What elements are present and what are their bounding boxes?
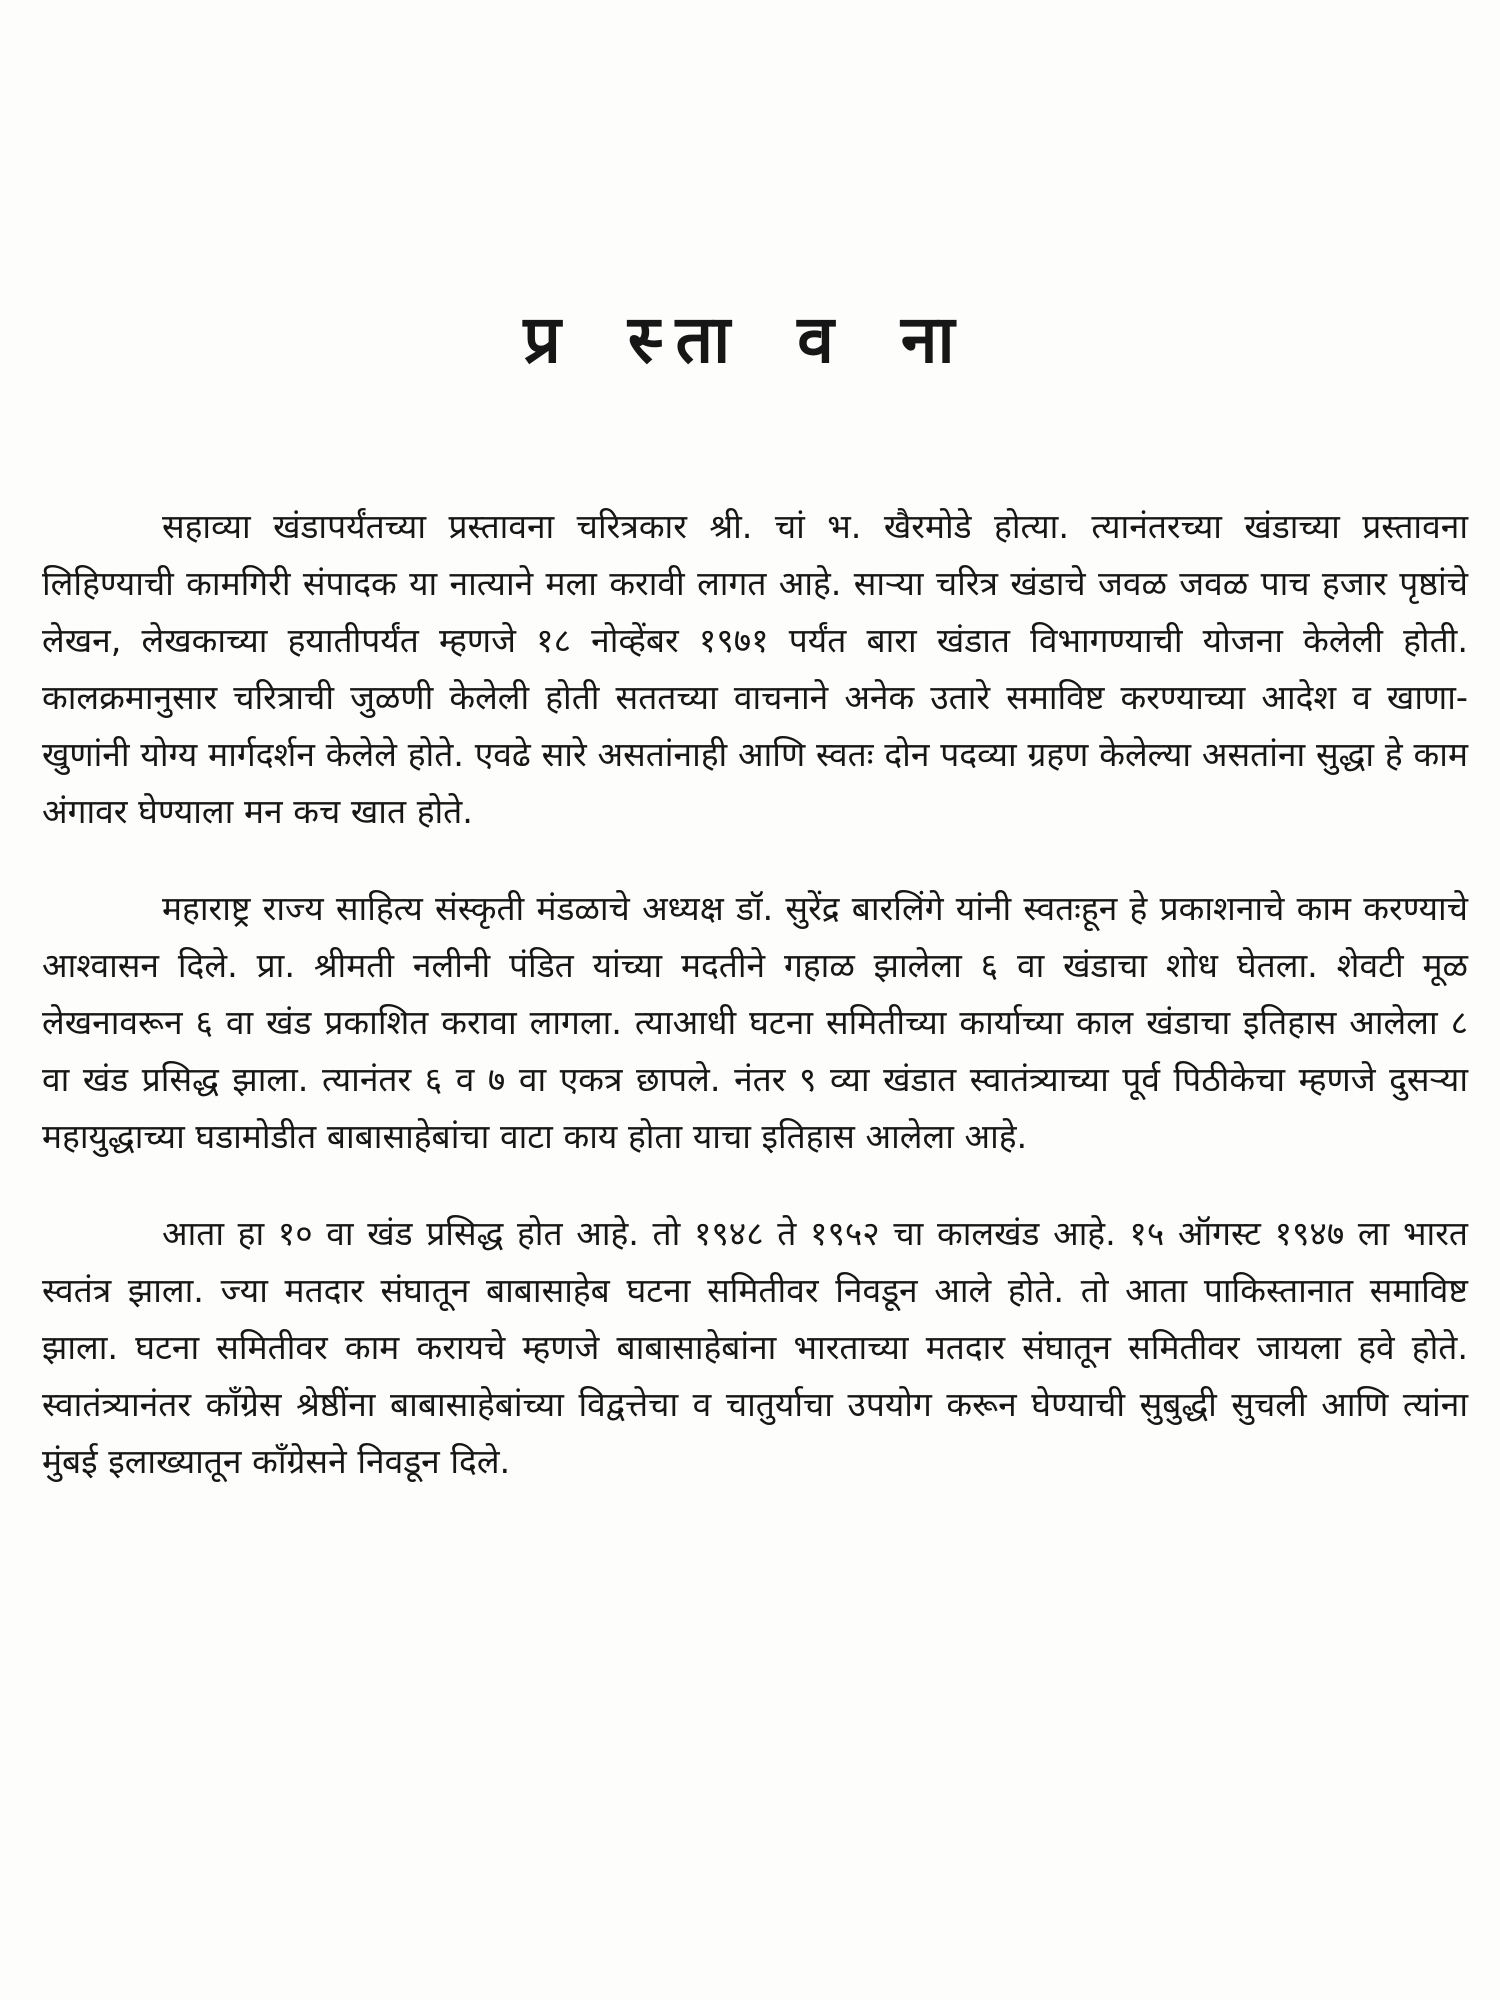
page-title: प्र स्ता व ना [523, 301, 977, 378]
paragraph-1: सहाव्या खंडापर्यंतच्या प्रस्तावना चरित्रकार श्री. चां भ. खैरमोडे होत्या. त्यानंतरच्या खंडाच्या प्रस्तावना लिहिण्याची कामगिरी संपादक या नात्याने मला करावी लागत आहे. साऱ्या चरित्र खंडाचे जवळ जवळ पाच हजार पृष्ठांचे लेखन, लेखकाच्या हयातीपर्यंत म्हणजे १८ नोव्हेंबर १९७१ पर्यंत बारा खंडात विभागण्याची योजना केलेली होती. कालक्रमानुसार चरित्राची जुळणी केलेली होती सततच्या वाचनाने अनेक उतारे समाविष्ट करण्याच्या आदेश व खाणा-खुणांनी योग्य मार्गदर्शन केलेले होते. एवढे सारे असतांनाही आणि स्वतः दोन पदव्या ग्रहण केलेल्या असतांना सुद्धा हे काम अंगावर घेण्याला मन कच खात होते. [42, 507, 1468, 831]
paragraph-3: आता हा १० वा खंड प्रसिद्ध होत आहे. तो १९४८ ते १९५२ चा कालखंड आहे. १५ ऑगस्ट १९४७ ला भारत स्वतंत्र झाला. ज्या मतदार संघातून बाबासाहेब घटना समितीवर निवडून आले होते. तो आता पाकिस्तानात समाविष्ट झाला. घटना समितीवर काम करायचे म्हणजे बाबासाहेबांना भारताच्या मतदार संघातून समितीवर जायला हवे होते. स्वातंत्र्यानंतर कॉंग्रेस श्रेष्ठींना बाबासाहेबांच्या विद्वत्तेचा व चातुर्याचा उपयोग करून घेण्याची सुबुद्धी सुचली आणि त्यांना मुंबई इलाख्यातून कॉंग्रेसने निवडून दिले. [42, 1214, 1468, 1481]
paragraph-2: महाराष्ट्र राज्य साहित्य संस्कृती मंडळाचे अध्यक्ष डॉ. सुरेंद्र बारलिंगे यांनी स्वतःहून हे प्रकाशनाचे काम करण्याचे आश्वासन दिले. प्रा. श्रीमती नलीनी पंडित यांच्या मदतीने गहाळ झालेला ६ वा खंडाचा शोध घेतला. शेवटी मूळ लेखनावरून ६ वा खंड प्रकाशित करावा लागला. त्याआधी घटना समितीच्या कार्याच्या काल खंडाचा इतिहास आलेला ८ वा खंड प्रसिद्ध झाला. त्यानंतर ६ व ७ वा एकत्र छापले. नंतर ९ व्या खंडात स्वातंत्र्याच्या पूर्व पिठीकेचा म्हणजे दुसऱ्या महायुद्धाच्या घडामोडीत बाबासाहेबांचा वाटा काय होता याचा इतिहास आलेला आहे. [42, 889, 1468, 1156]
preface-body [42, 498, 1468, 1530]
